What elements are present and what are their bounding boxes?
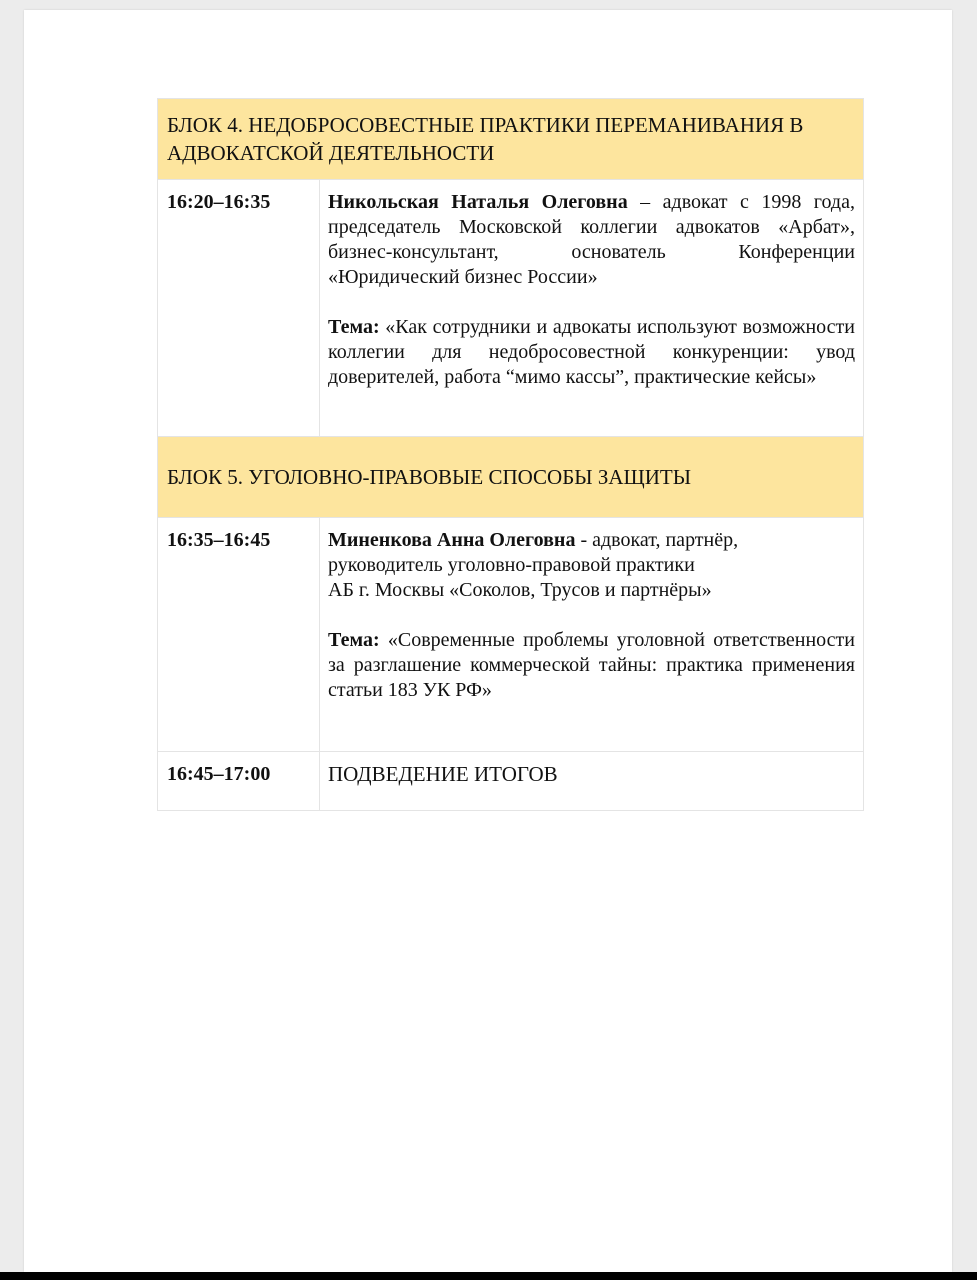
schedule-row (158, 180, 864, 437)
topic-label: Тема: (328, 316, 380, 338)
block-4-title: БЛОК 4. НЕДОБРОСОВЕСТНЫЕ ПРАКТИКИ ПЕРЕМАНИВАНИЯ В АДВОКАТСКОЙ ДЕЯТЕЛЬНОСТИ (158, 99, 864, 180)
viewer-bottom-bar (0, 1272, 977, 1280)
schedule-table (157, 98, 864, 811)
block-5-title: БЛОК 5. УГОЛОВНО-ПРАВОВЫЕ СПОСОБЫ ЗАЩИТЫ (158, 437, 864, 518)
session-description (320, 518, 864, 752)
schedule-row (158, 518, 864, 752)
speaker-name: Никольская Наталья Олеговна (328, 191, 628, 213)
speaker-bio-line-3: АБ г. Москвы «Соколов, Трусов и партнёры» (328, 579, 712, 601)
time-slot: 16:45–17:00 (158, 752, 320, 811)
time-slot: 16:35–16:45 (158, 518, 320, 752)
session-description (320, 180, 864, 437)
speaker-name: Миненкова Анна Олеговна (328, 529, 576, 551)
speaker-info (328, 528, 855, 603)
speaker-bio: – адвокат с 1998 года, председатель Московской коллегии адвокатов «Арбат», бизнес-консультант, основатель Конференции «Юридический бизнес России» (328, 191, 855, 288)
topic-label: Тема: (328, 629, 380, 651)
closing-label: ПОДВЕДЕНИЕ ИТОГОВ (320, 752, 864, 811)
block-4-header-row (158, 99, 864, 180)
session-topic (328, 315, 855, 390)
session-topic (328, 628, 855, 703)
topic-text: «Современные проблемы уголовной ответственности за разглашение коммерческой тайны: практика применения статьи 183 УК РФ» (328, 629, 855, 701)
speaker-bio-line-2: руководитель уголовно-правовой практики (328, 554, 695, 576)
block-5-header-row (158, 437, 864, 518)
speaker-bio-line-1: - адвокат, партнёр, (575, 529, 739, 551)
schedule-row-closing (158, 752, 864, 811)
topic-text: «Как сотрудники и адвокаты используют возможности коллегии для недобросовестной конкуренции: увод доверителей, работа “мимо кассы”, практические кейсы» (328, 316, 855, 388)
time-slot: 16:20–16:35 (158, 180, 320, 437)
speaker-info (328, 190, 855, 290)
